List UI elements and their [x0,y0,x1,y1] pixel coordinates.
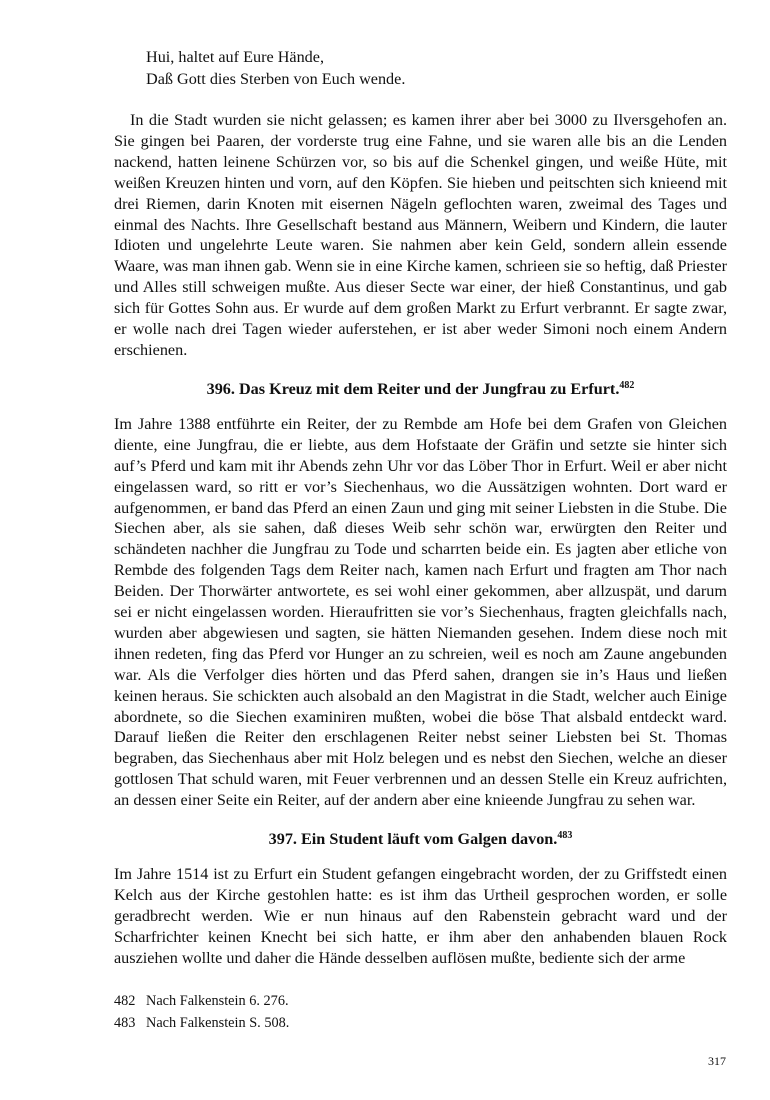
page-number: 317 [708,1054,726,1068]
verse-line: Hui, haltet auf Eure Hände, [146,48,324,66]
footnote-number: 483 [114,1015,136,1031]
verse-line: Daß Gott dies Sterben von Euch wende. [146,70,406,88]
section-heading-396 [114,378,727,400]
footnotes [114,990,727,1034]
footnote-text: Nach Falkenstein 6. 276. [146,993,289,1009]
page-body [114,46,727,969]
footnote-number: 482 [114,993,136,1009]
footnote-text: Nach Falkenstein S. 508. [146,1015,290,1031]
section-text-396: Im Jahre 1388 entführte ein Reiter, der zu Rembde am Hofe bei dem Grafen von Gleichen diente, eine Jungfrau, die er liebte, aus dem Hofstaate der Gräfin und setzte sie hinter sich auf’s Pferd und kam mit ihr Abends zehn Uhr vor das Löber Thor in Erfurt. Weil er aber nicht eingelassen ward, so ritt er vor’s Siechenhaus, wo die Aussätzigen wohnten. Dort ward er aufgenommen, er band das Pferd an einen Zaun und ging mit seiner Liebsten in die Stube. Die Siechen aber, als sie sahen, daß dieses Weib sehr schön war, erwürgten den Reiter und schändeten nachher die Jungfrau zu Tode und scharrten beide ein. Es jagten aber etliche von Rembde des folgenden Tags dem Reiter nach, kamen nach Erfurt und fragten am Thor nach Beiden. Der Thorwärter antwortete, es sei wohl einer gekommen, aber allzuspät, und darum sei er nicht eingelassen worden. Hieraufritten sie vor’s Siechenhaus, fragten gleichfalls nach, wurden aber abgewiesen und sagten, sie hätten Niemanden gesehen. Indem diese noch mit ihnen redeten, fing das Pferd vor Hunger an zu schreien, weil es noch am Zaune angebunden war. Als die Verfolger dies hörten und das Pferd sahen, drangen sie in’s Haus und ließen keinen heraus. Sie schickten auch alsobald an den Magistrat in die Stadt, welcher auch Einige abordnete, so die Siechen examiniren mußten, wobei die böse That alsbald entdeckt ward. Darauf ließen die Reiter den erschlagenen Reiter nebst seiner Liebsten bei St. Thomas begraben, das Siechenhaus aber mit Holz belegen und es nebst den Siechen, welche an dieser gottlosen That schuld waren, mit Feuer verbrennen und an dessen Stelle ein Kreuz aufrichten, an dessen einer Seite ein Reiter, auf der andern aber eine knieende Jungfrau zu sehen war. [114,414,727,810]
verse-block [146,46,727,90]
section-text-397: Im Jahre 1514 ist zu Erfurt ein Student gefangen eingebracht worden, der zu Griffstedt einen Kelch aus der Kirche gestohlen hatte: es ist ihm das Urtheil gesprochen worden, er solle geradbrecht werden. Wie er nun hinaus auf den Rabenstein gebracht ward und der Scharfrichter keinen Knecht bei sich hatte, er ihm aber den anhabenden blauen Rock ausziehen wollte und daher die Hände desselben auflösen mußte, bediente sich der arme [114,865,727,967]
paragraph-flagellants: In die Stadt wurden sie nicht gelassen; es kamen ihrer aber bei 3000 zu Ilversgehofen an. Sie gingen bei Paaren, der vorderste trug eine Fahne, und sie waren alle bis an die Lenden nackend, hatten leinene Schürzen vor, so bis auf die Schenkel gingen, und weiße Hüte, mit weißen Kreuzen hinten und vorn, auf den Köpfen. Sie hieben und peitschten sich knieend mit drei Riemen, darin Knoten mit eisernen Nägeln geflochten waren, zweimal des Tages und einmal des Nachts. Ihre Gesellschaft bestand aus Männern, Weibern und Kindern, die lauter Idioten und ungelehrte Leute waren. Sie nahmen aber kein Geld, sondern allein essende Waare, was man ihnen gab. Wenn sie in eine Kirche kamen, schrieen sie so heftig, daß Priester und Alles still schweigen mußte. Aus dieser Secte war einer, der hieß Constantinus, und gab sich für Gottes Sohn aus. Er wurde auf dem großen Markt zu Erfurt verbrannt. Er sagte zwar, er wolle nach drei Tagen wieder auferstehen, er ist aber weder Simoni noch einem Andern erschienen. [114,111,727,359]
footnote-483 [114,1012,727,1034]
footnote-482 [114,990,727,1012]
section-title-396: 396. Das Kreuz mit dem Reiter und der Jungfrau zu Erfurt. [206,379,620,398]
section-title-397: 397. Ein Student läuft vom Galgen davon. [268,830,558,849]
footnote-ref-482: 482 [619,379,635,391]
section-heading-397 [114,828,727,850]
footnote-ref-483: 483 [557,830,573,842]
